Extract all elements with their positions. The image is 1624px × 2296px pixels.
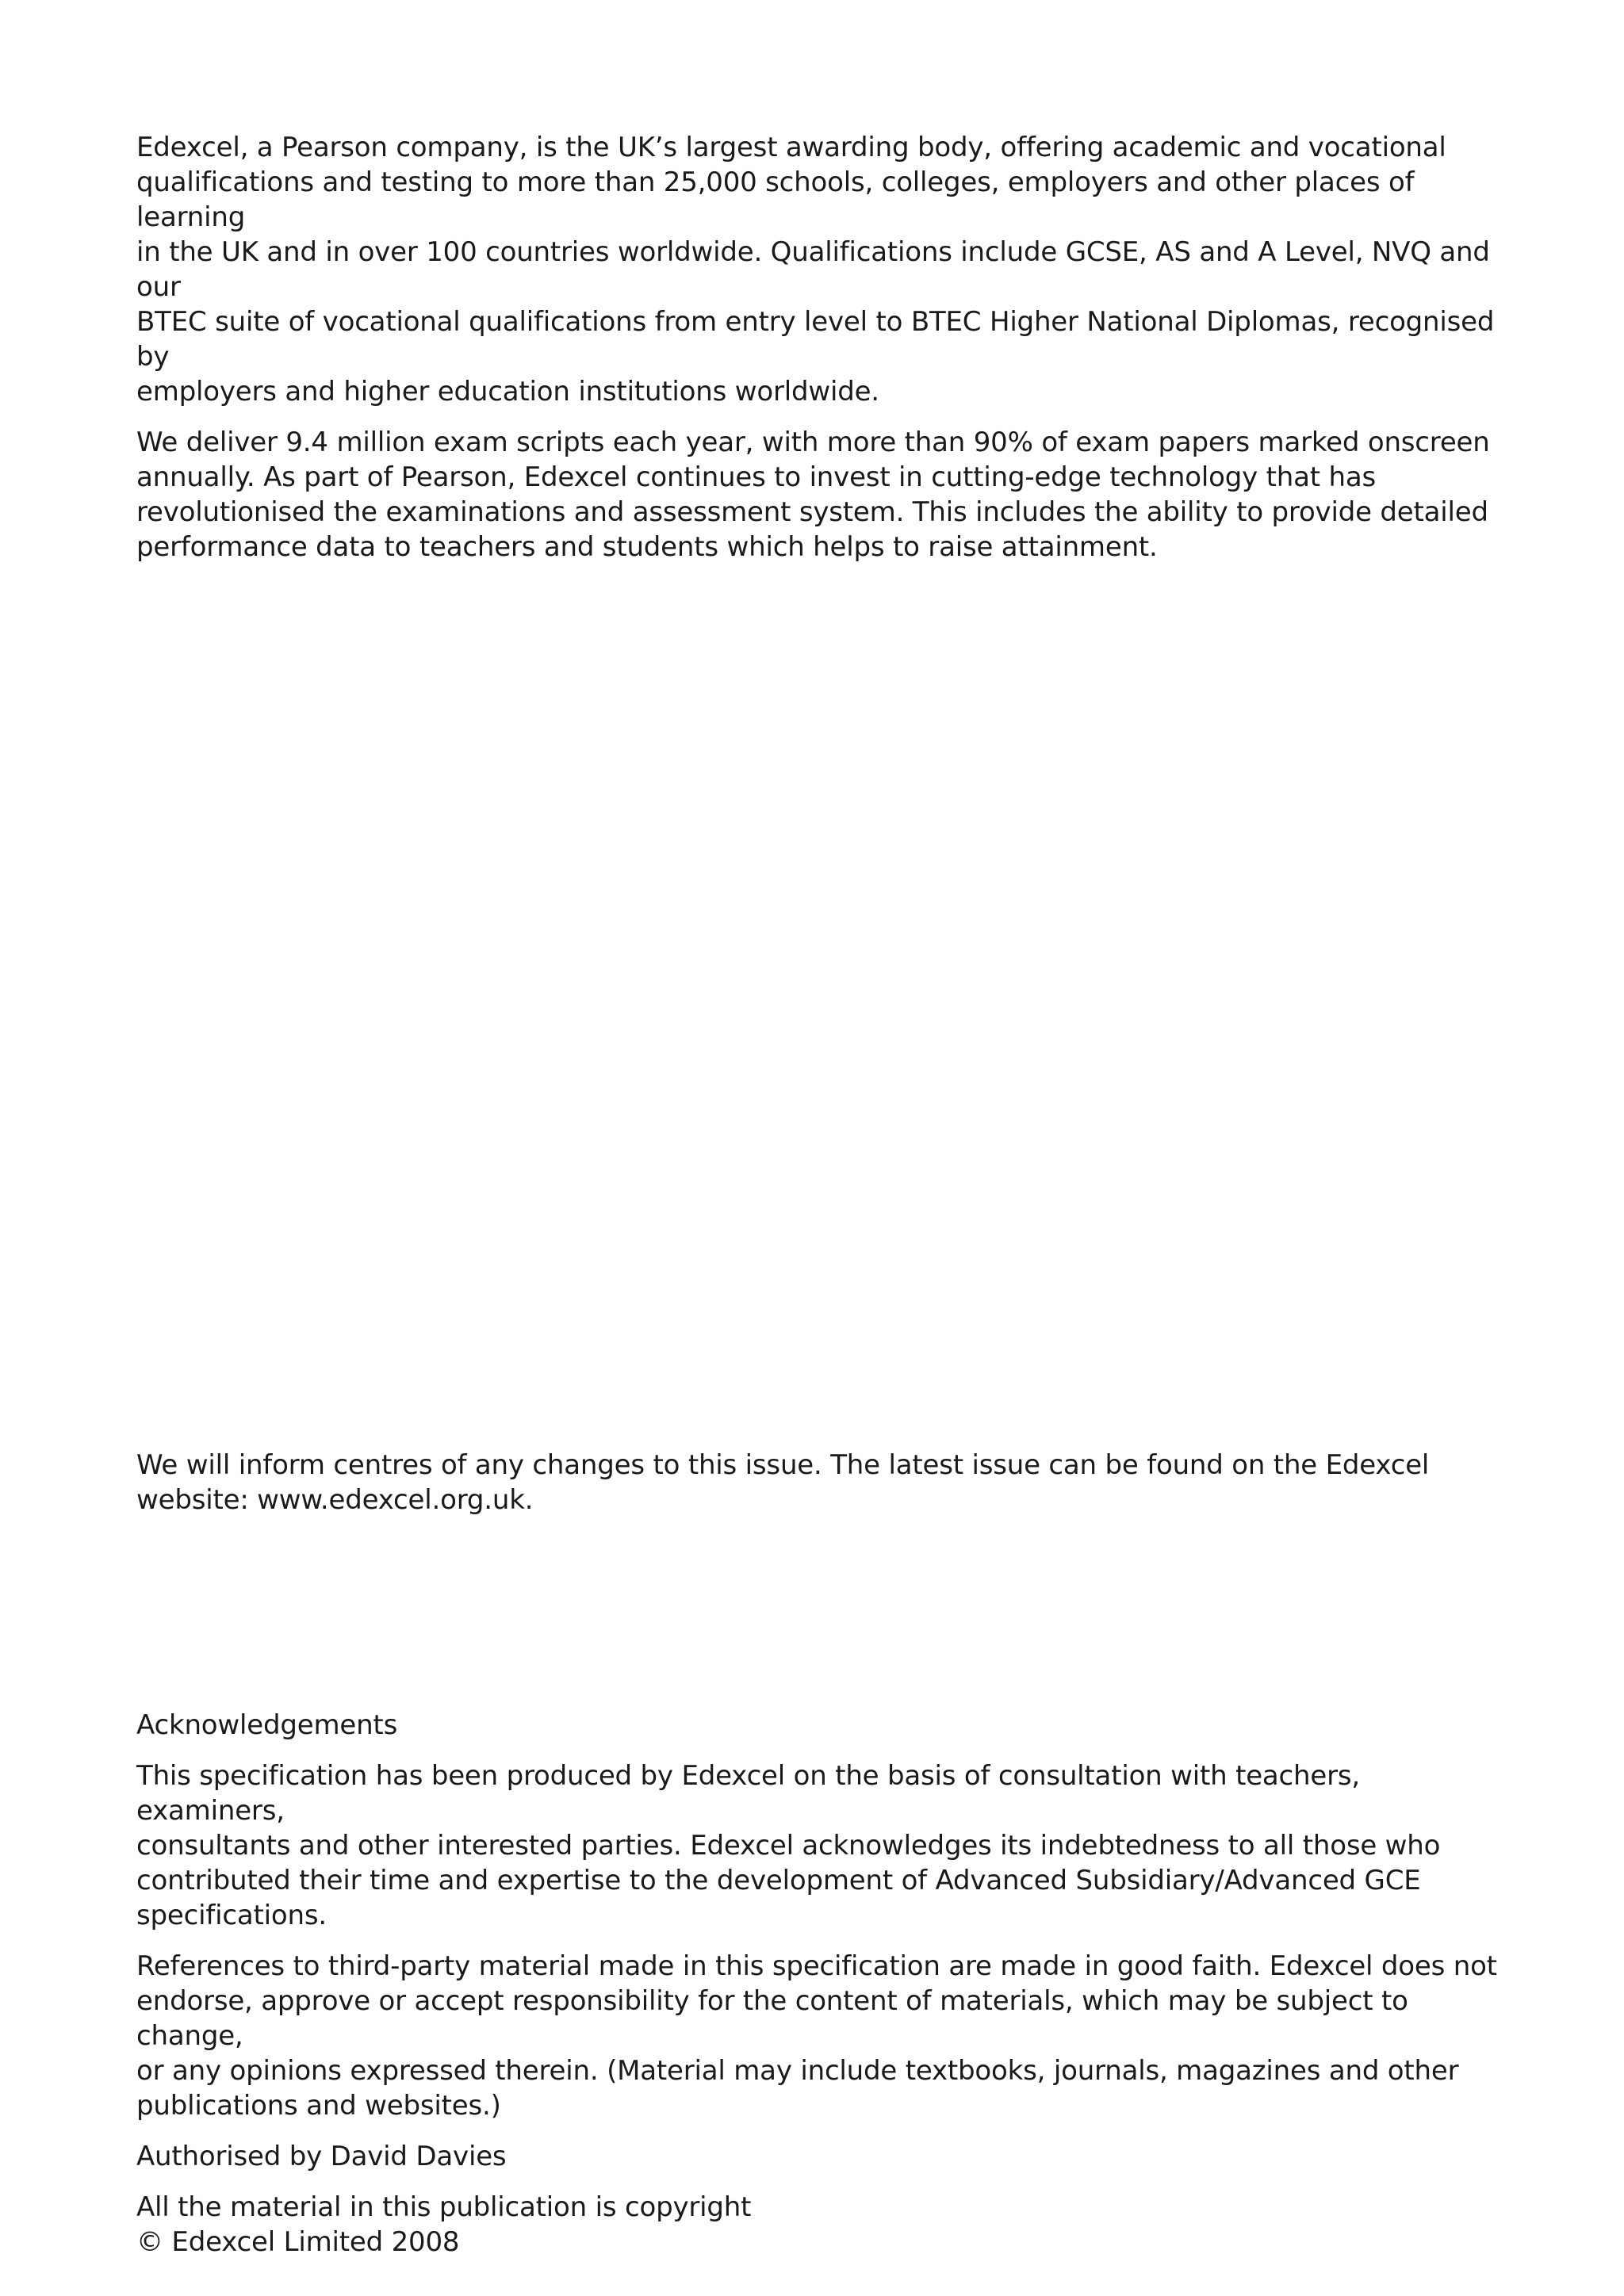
- acknowledgements-section: [136, 1708, 1500, 2260]
- changes-notice-section: [136, 1448, 1500, 1517]
- intro-paragraph-exam-delivery: We deliver 9.4 million exam scripts each year, with more than 90% of exam papers marked onscreen annually. As part of Pearson, Edexcel continues to invest in cutting-edge technology that has revolutionised the examinations and assessment system. This includes the ability to provide detailed performance data to teachers and students which helps to raise attainment.: [136, 427, 1490, 563]
- intro-section: [136, 130, 1500, 580]
- acknowledgements-paragraph-third-party: References to third-party material made in this specification are made in good faith. Edexcel does not endorse, approve or accept responsibility for the content of materials, which may be subject to change, or any opinions expressed therein. (Material may include textbooks, journals, magazines and other publications and websites.): [136, 1950, 1497, 2122]
- copyright-notice: All the material in this publication is copyright © Edexcel Limited 2008: [136, 2191, 752, 2258]
- intro-paragraph-about-edexcel: Edexcel, a Pearson company, is the UK’s largest awarding body, offering academic and vocational qualifications and testing to more than 25,000 schools, colleges, employers and other places of learning in the UK and in over 100 countries worldwide. Qualifications include GCSE, AS and A Level, NVQ and our BTEC suite of vocational qualifications from entry level to BTEC Higher National Diplomas, recognised by employers and higher education institutions worldwide.: [136, 132, 1495, 408]
- changes-notice-text: We will inform centres of any changes to this issue. The latest issue can be found on the Edexcel website: www.edexcel.org.uk.: [136, 1449, 1430, 1516]
- acknowledgements-heading: Acknowledgements: [136, 1709, 398, 1741]
- authorised-by-line: Authorised by David Davies: [136, 2141, 507, 2172]
- acknowledgements-paragraph-consultation: This specification has been produced by Edexcel on the basis of consultation with teachers, examiners, consultants and other interested parties. Edexcel acknowledges its indebtedness to all those who contributed their time and expertise to the development of Advanced Subsidiary/Advanced GCE specifications.: [136, 1760, 1441, 1931]
